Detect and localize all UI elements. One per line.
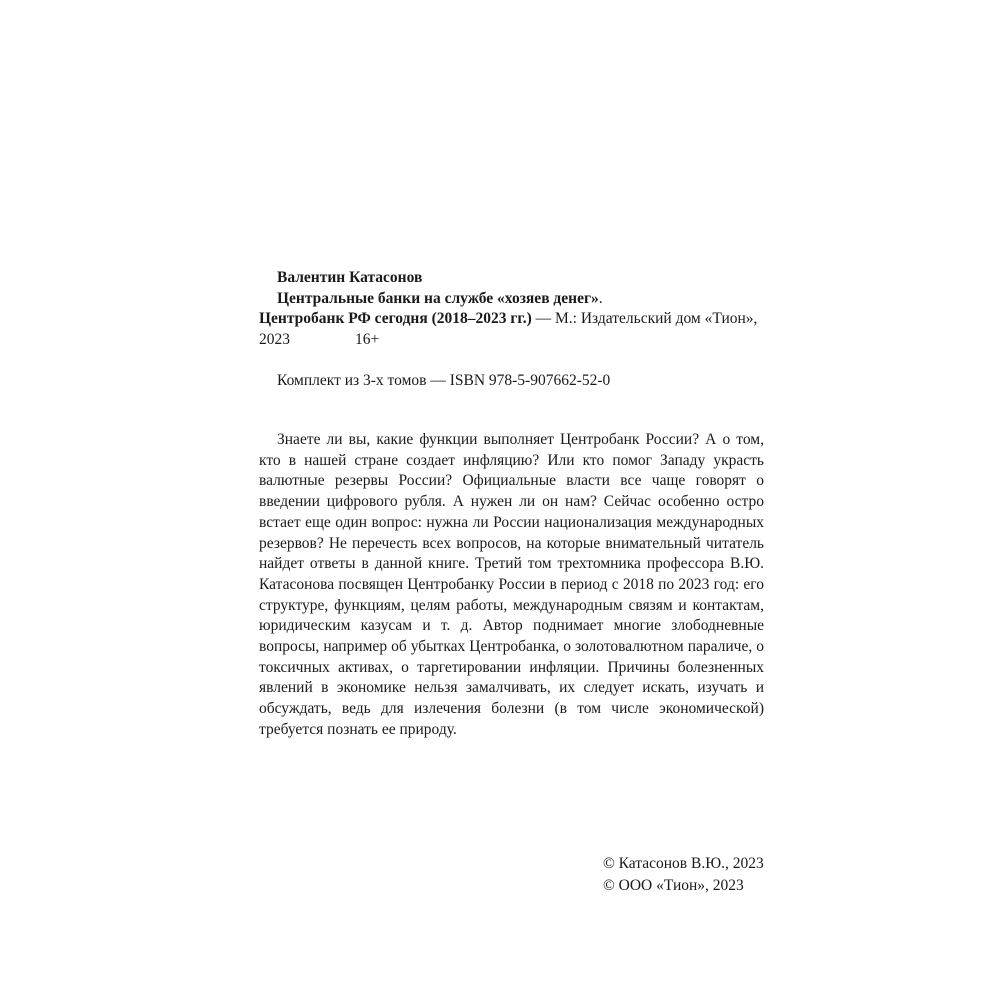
series-title-period: .: [598, 290, 603, 307]
copyright-author: © Катасонов В.Ю., 2023: [603, 855, 764, 872]
copyright-publisher: © ООО «Тион», 2023: [603, 877, 744, 894]
volume-title: Центробанк РФ сегодня (2018–2023 гг.): [259, 310, 532, 327]
volume-title-line: [259, 309, 757, 328]
isbn-line: Комплект из 3-х томов — ISBN 978-5-907662-52-0: [277, 372, 611, 389]
publication-year: 2023: [259, 331, 290, 348]
age-rating: 16+: [355, 331, 380, 348]
series-title: [277, 289, 603, 308]
series-title-text: Центральные банки на службе «хозяев денег»: [277, 290, 599, 307]
publisher-info: — М.: Издательский дом «Тион»,: [531, 310, 758, 327]
abstract-paragraph: Знаете ли вы, какие функции выполняет Центробанк России? А о том, кто в нашей стране создает инфляцию? Или кто помог Западу украсть валютные резервы России? Официальные власти все чаще говорят о введении цифрового рубля. А нужен ли он нам? Сейчас особенно остро встает еще один вопрос: нужна ли России национализация международных резервов? Не перечесть всех вопросов, на которые внимательный читатель найдет ответы в данной книге. Третий том трехтомника профессора В.Ю. Катасонова посвящен Центробанку России в период с 2018 по 2023 год: его структуре, функциям, целям работы, международным связям и контактам, юридическим казусам и т. д. Автор поднимает многие злободневные вопросы, например об убытках Центробанка, о золотовалютном параличе, о токсичных активах, о таргетировании инфляции. Причины болезненных явлений в экономике нельзя замалчивать, их следует искать, изучать и обсуждать, ведь для излечения болезни (в том числе экономической) требуется познать ее природу.: [259, 431, 764, 738]
author-name: Валентин Катасонов: [277, 269, 423, 286]
